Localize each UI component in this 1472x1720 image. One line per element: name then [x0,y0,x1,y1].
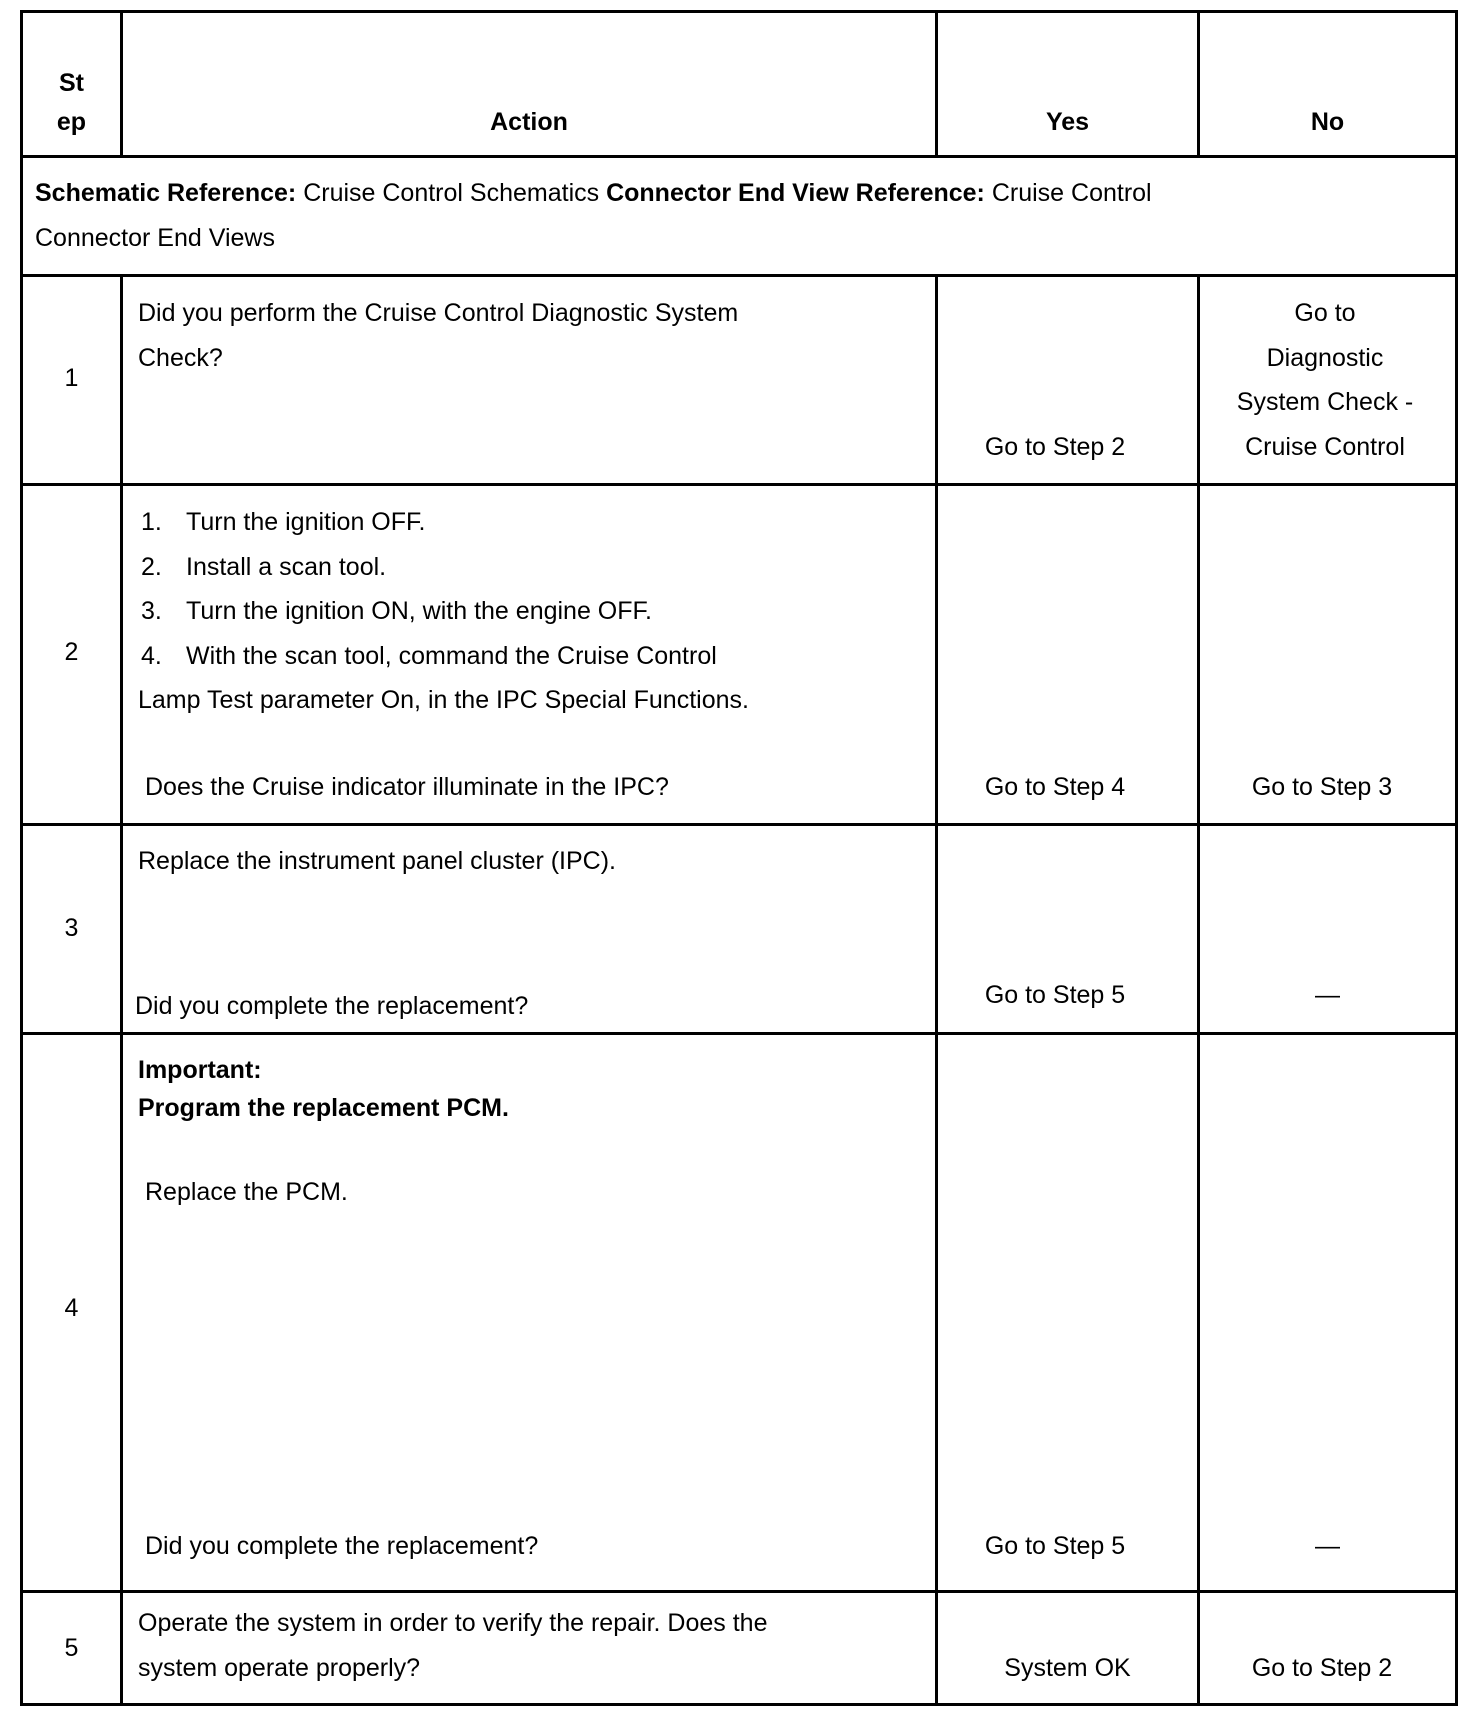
no-result: — [1315,981,1340,1009]
yes-result: Go to Step 2 [984,433,1126,461]
header-yes: Yes [1045,108,1090,136]
yes-result: Go to Step 5 [984,981,1126,1009]
step-number: 1 [64,364,79,392]
no-result: System Check - [1236,388,1414,416]
no-result: Diagnostic [1266,344,1384,372]
question-text: Does the Cruise indicator illuminate in the IPC? [145,773,669,801]
header-action: Action [490,108,568,136]
step-number: 5 [64,1634,79,1662]
no-result: Go to Step 2 [1251,1654,1393,1682]
step-number: 2 [64,638,79,666]
rule-col1-body [120,274,123,1706]
important-text: Program the replacement PCM. [138,1094,509,1122]
action-text: Did you perform the Cruise Control Diagnostic System [138,299,739,327]
reference-line2: Connector End Views [35,224,275,252]
action-text: Operate the system in order to verify the repair. Does the [138,1609,768,1637]
list-text: Turn the ignition ON, with the engine OFF. [186,597,652,625]
important-label: Important: [138,1056,262,1084]
no-result: — [1315,1532,1340,1560]
list-text: Turn the ignition OFF. [186,508,426,536]
schematic-reference-value: Cruise Control Schematics [303,179,600,207]
question-text: Did you complete the replacement? [135,992,529,1020]
action-text: system operate properly? [138,1654,421,1682]
rule-top [20,10,1458,13]
no-result: Cruise Control [1245,433,1405,461]
header-step-line1: St [59,69,84,97]
rule-row1-bottom [20,483,1458,486]
reference-line1 [35,178,1152,208]
yes-result: Go to Step 4 [984,773,1126,801]
rule-bottom [20,1703,1458,1706]
list-number: 2. [141,553,162,581]
diagnostic-table [20,10,1458,1706]
connector-reference-value: Cruise Control [991,179,1152,207]
no-result: Go to Step 3 [1251,773,1393,801]
list-text: With the scan tool, command the Cruise Control [186,642,717,670]
rule-row2-bottom [20,823,1458,826]
step-number: 3 [64,914,79,942]
list-text: Install a scan tool. [186,553,387,581]
rule-left [20,10,23,1706]
no-result: Go to [1294,299,1356,327]
schematic-reference-label: Schematic Reference: [35,179,297,207]
yes-result: System OK [1004,1654,1131,1682]
action-text: Replace the PCM. [145,1178,348,1206]
connector-reference-label: Connector End View Reference: [606,179,985,207]
rule-row4-bottom [20,1590,1458,1593]
question-text: Did you complete the replacement? [145,1532,539,1560]
rule-row3-bottom [20,1032,1458,1035]
step-number: 4 [64,1294,79,1322]
list-number: 1. [141,508,162,536]
action-text: Check? [138,344,223,372]
list-number: 4. [141,642,162,670]
rule-reference-bottom [20,274,1458,277]
rule-header-bottom [20,155,1458,158]
header-step-line2: ep [56,108,87,136]
yes-result: Go to Step 5 [984,1532,1126,1560]
list-number: 3. [141,597,162,625]
action-text: Replace the instrument panel cluster (IPC). [138,847,616,875]
header-no: No [1310,108,1345,136]
rule-right [1455,10,1458,1706]
list-continuation: Lamp Test parameter On, in the IPC Special Functions. [138,686,749,714]
